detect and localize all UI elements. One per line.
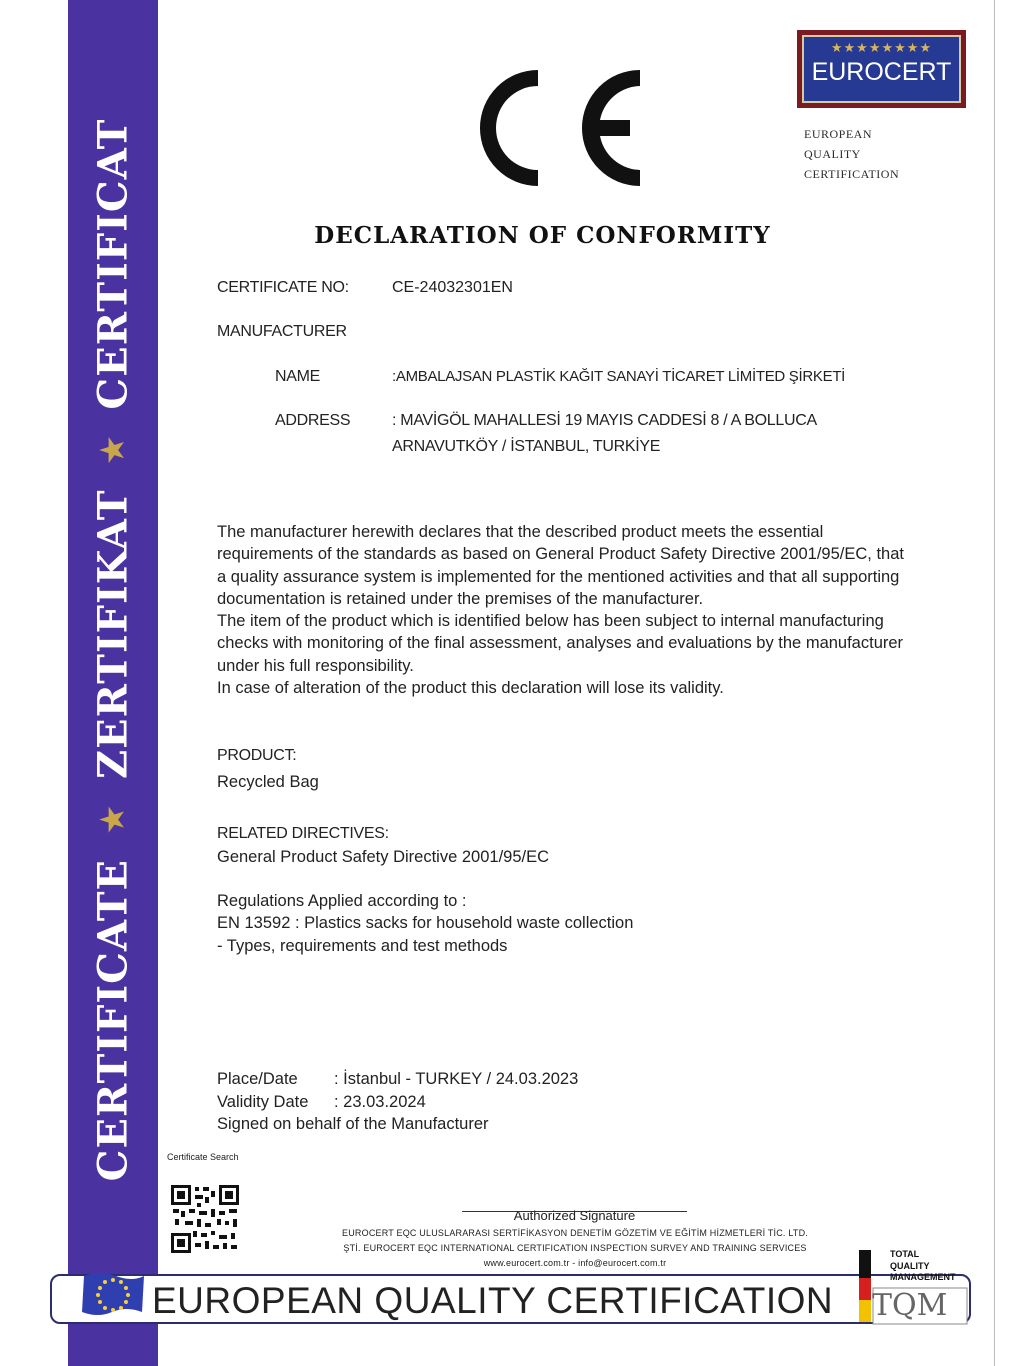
ce-mark-icon	[476, 66, 646, 190]
directives-value: General Product Safety Directive 2001/95/EC	[217, 848, 550, 866]
eurocert-name: EUROCERT	[811, 58, 952, 86]
eqc-tagline	[804, 124, 899, 184]
address-line-2: ARNAVUTKÖY / İSTANBUL, TURKİYE	[392, 438, 661, 455]
star-icon: ★	[95, 805, 131, 833]
validity-date-value: : 23.03.2024	[334, 1093, 426, 1111]
footer-line-3: www.eurocert.com.tr - info@eurocert.com.tr	[483, 1258, 667, 1268]
tqm-line-total: TOTAL	[890, 1249, 920, 1259]
manufacturer-heading: MANUFACTURER	[217, 323, 347, 340]
validity-date-label: Validity Date	[217, 1093, 309, 1111]
declaration-paragraph-1: The manufacturer herewith declares that the described product meets the essential requirements of the standards as based on General Product Safety Directive 2001/95/EC, that a quality assurance system is implemented for the mentioned activities and that all supporting documentation is retained under the premises of the manufacturer.	[217, 523, 904, 608]
eqc-line-european: EUROPEAN	[804, 127, 873, 141]
regulations-line-1: EN 13592 : Plastics sacks for household waste collection	[217, 914, 634, 932]
footer-line-2: ŞTİ. EUROCERT EQC INTERNATIONAL CERTIFICATION INSPECTION SURVEY AND TRAINING SERVICES	[343, 1243, 807, 1253]
eqc-line-quality: QUALITY	[804, 147, 861, 161]
address-label: ADDRESS	[275, 412, 351, 429]
product-label: PRODUCT:	[217, 747, 297, 764]
product-value: Recycled Bag	[217, 773, 319, 791]
side-word-certificat: CERTIFICAT	[89, 118, 137, 410]
directives-label: RELATED DIRECTIVES:	[217, 825, 389, 842]
authorized-signature-label: Authorized Signature	[513, 1208, 636, 1223]
certificate-no-label: CERTIFICATE NO:	[217, 279, 349, 296]
side-word-certificate: CERTIFICATE	[89, 858, 137, 1182]
regulations-label: Regulations Applied according to :	[217, 892, 467, 910]
banner-title: EUROPEAN QUALITY CERTIFICATION	[152, 1280, 834, 1321]
qr-code-icon[interactable]	[171, 1185, 239, 1253]
right-border-line	[994, 0, 995, 1366]
tqm-letters: TQM	[872, 1288, 948, 1323]
star-icon: ★	[95, 435, 131, 464]
eurocert-stars: ★★★★★★★★	[830, 40, 933, 55]
declaration-paragraph-2: The item of the product which is identified below has been subject to internal manufacturing checks with monitoring of the final assessment, analyses and evaluations by the manufacturer under his full responsibility.	[217, 612, 904, 675]
tqm-text	[890, 1249, 956, 1284]
certificate-search-label: Certificate Search	[167, 1152, 239, 1162]
place-date-value: : İstanbul - TURKEY / 24.03.2023	[334, 1070, 579, 1088]
regulations-line-2: - Types, requirements and test methods	[217, 937, 508, 955]
certificate-no-value: CE-24032301EN	[392, 279, 513, 296]
eurocert-logo	[797, 30, 966, 108]
declaration-body	[217, 521, 907, 699]
name-value: :AMBALAJSAN PLASTİK KAĞIT SANAYİ TİCARET LİMİTED ŞİRKETİ	[392, 368, 846, 385]
signed-on-behalf: Signed on behalf of the Manufacturer	[217, 1115, 489, 1133]
eu-flag-icon	[80, 1270, 146, 1316]
address-line-1: : MAVİGÖL MAHALLESİ 19 MAYIS CADDESİ 8 / A BOLLUCA	[392, 412, 817, 429]
name-label: NAME	[275, 368, 321, 385]
side-word-zertifikat: ZERTIFIKAT	[89, 489, 137, 780]
document-title: DECLARATION OF CONFORMITY	[314, 222, 771, 249]
tqm-line-management: MANAGEMENT	[890, 1272, 956, 1282]
footer-line-1: EUROCERT EQC ULUSLARARASI SERTİFİKASYON DENETİM GÖZETİM VE EĞİTİM HİZMETLERİ TİC. LTD.	[342, 1228, 808, 1238]
declaration-paragraph-3: In case of alteration of the product this declaration will lose its validity.	[217, 679, 724, 698]
place-date-label: Place/Date	[217, 1070, 298, 1088]
side-band-text	[90, 119, 137, 1182]
tqm-line-quality: QUALITY	[890, 1260, 930, 1271]
eqc-line-certification: CERTIFICATION	[804, 167, 900, 181]
